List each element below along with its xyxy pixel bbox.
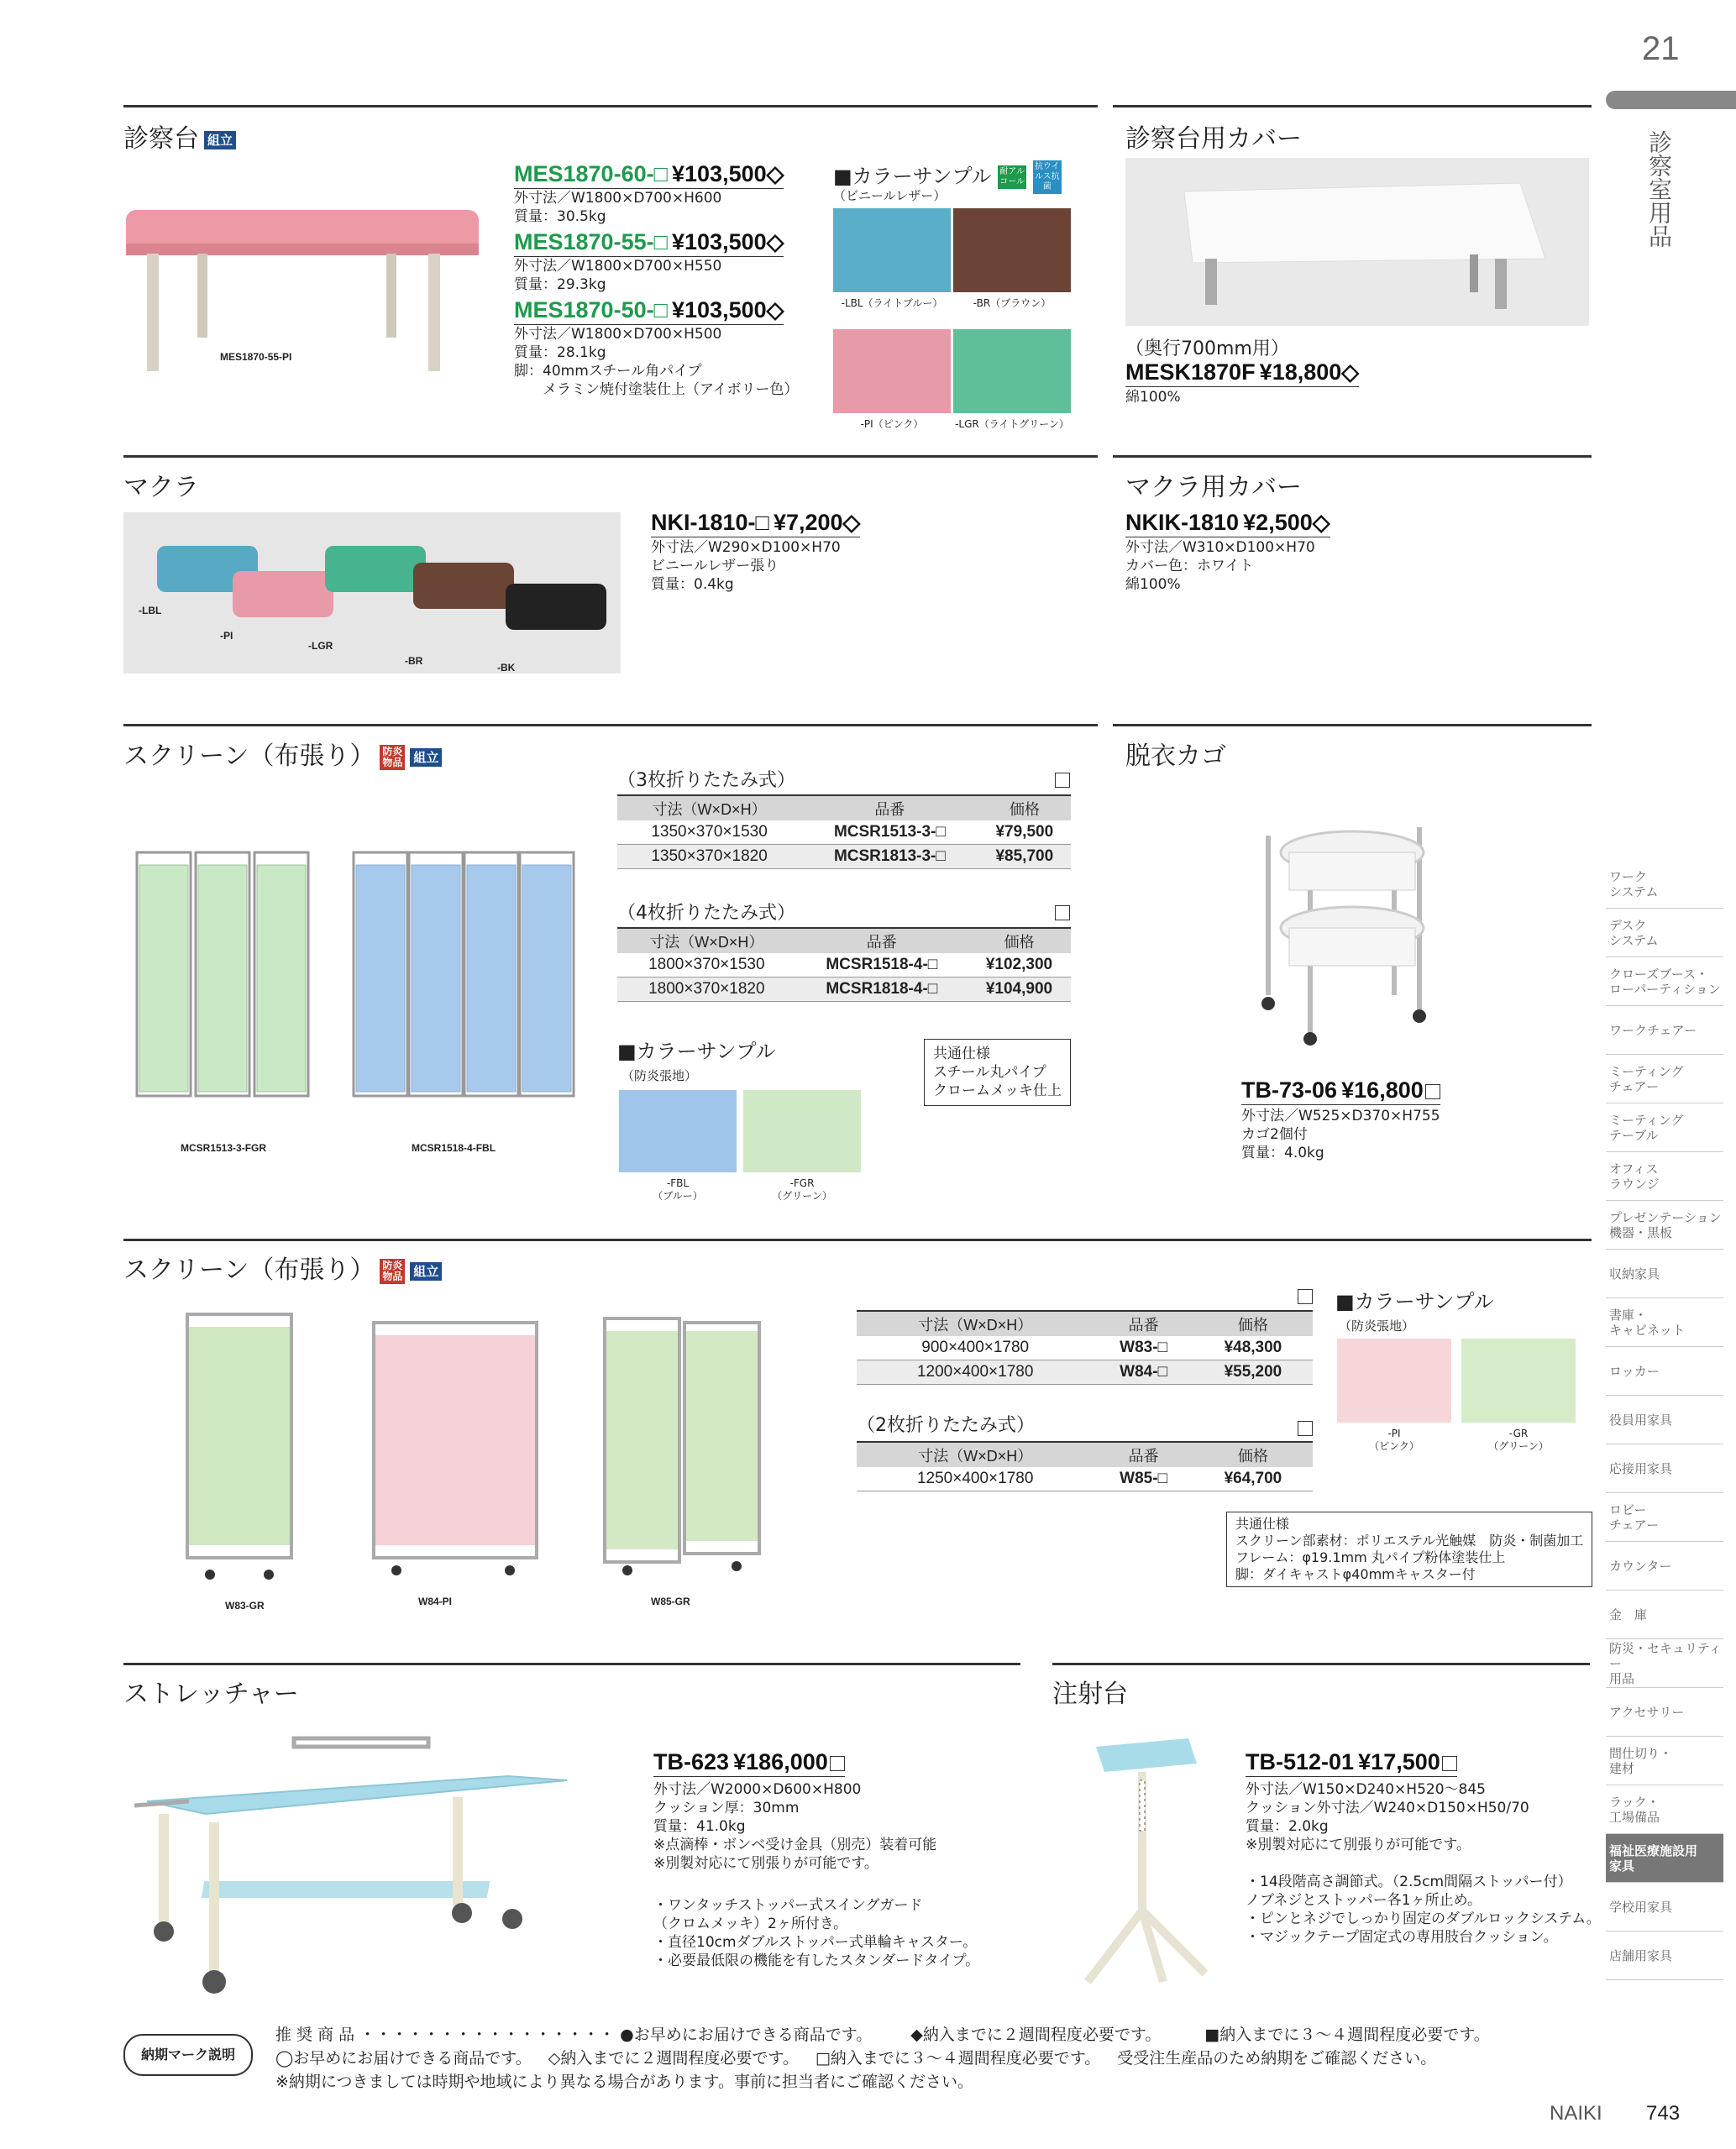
side-nav-item[interactable]: 応接用家具 [1606,1444,1723,1493]
section-rule [123,1239,1592,1241]
section-rule [1113,105,1592,107]
section-title-text: 診察台 [123,124,199,154]
side-nav-item[interactable]: クローズブース・ ローパーティション [1606,957,1723,1006]
fold2-mark [1298,1421,1313,1436]
table-header: 品番 [796,928,968,953]
assembly-badge: 組立 [410,748,442,767]
side-nav-item[interactable]: 収納家具 [1606,1250,1723,1298]
datsui-spec: 外寸法／W525×D370×H755 カゴ2個付 質量：4.0kg [1241,1108,1440,1161]
legend-line2: ◯お早めにお届けできる商品です。 ◇納入までに２週間程度必要です。 □納入までに３～４週間程度必要です。 受受注生産品のため納期をご確認ください。 [275,2049,1437,2068]
table-row [857,1336,1313,1360]
side-nav-item[interactable]: ロビー チェアー [1606,1493,1723,1542]
size-cell: 1350×370×1820 [617,845,801,869]
screen1-caption-b: MCSR1518-4-FBL [412,1142,496,1154]
size-cell: 1800×370×1530 [617,953,796,978]
screen1-color-heading: ■カラーサンプル [617,1040,776,1063]
table-row [617,953,1071,978]
datsui-code-price [1241,1077,1440,1105]
alcohol-badge: 耐アル コール [998,165,1026,189]
antiviral-badge: 抗ウイ ルス抗菌 [1033,160,1062,194]
product-entry [514,229,833,294]
side-nav-item[interactable]: 書庫・ キャビネット [1606,1298,1723,1347]
side-nav-item[interactable]: ミーティング テーブル [1606,1103,1723,1152]
makura-cover-code-price [1125,510,1330,537]
side-nav-item[interactable]: 金 庫 [1606,1591,1723,1639]
pillow-label: -LGR [308,640,333,652]
price-cell: ¥104,900 [968,978,1071,1002]
code-cell: W84-□ [1094,1360,1193,1385]
product-code: MES1870-55-□ [514,229,668,254]
swatch-label: -FBL （ブルー） [653,1177,703,1202]
table-header: 価格 [968,928,1071,953]
code-cell: W85-□ [1094,1467,1193,1491]
screen2-caption-b: W84-PI [418,1596,453,1607]
table-header: 品番 [1094,1442,1193,1467]
screen2-caption-a: W83-GR [225,1600,265,1612]
tri-fold-title: （3枚折りたたみ式） [617,770,795,791]
pillow [506,584,606,630]
quad-fold-table [617,927,1071,1002]
code-cell: MCSR1813-3-□ [801,845,978,869]
color-swatch [743,1090,861,1172]
assembly-badge: 組立 [410,1262,442,1281]
swatch-label: -PI（ピンク） [860,418,924,430]
makura-code: NKI-1810-□ [651,510,769,535]
section-title-chushadai: 注射台 [1052,1680,1128,1709]
exam-table-caption: MES1870-55-PI [220,351,292,363]
screen-w85-image [598,1314,766,1583]
quad-fold-mark [1055,905,1070,920]
swatch-label: -FGR （グリーン） [772,1177,832,1202]
product-code: MES1870-60-□ [514,161,668,186]
table-header: 価格 [1193,1311,1313,1336]
price-cell: ¥102,300 [968,953,1071,978]
section-rule [123,1663,1020,1665]
side-nav-item[interactable]: 役員用家具 [1606,1396,1723,1444]
table-header: 品番 [1094,1311,1193,1336]
chapter-tab [1606,91,1736,109]
table-row [617,845,1071,869]
section-title-datsui: 脱衣カゴ [1125,742,1226,771]
screen2-color-heading: ■カラーサンプル [1335,1290,1494,1313]
cover-code-price [1125,359,1359,387]
fireproof-badge: 防炎 物品 [380,1259,405,1284]
makura-code-price [651,510,860,537]
color-swatch [833,208,951,292]
swatch-label: -BR（ブラウン） [973,297,1052,309]
color-swatch [953,329,1071,413]
chushadai-spec: 外寸法／W150×D240×H520～845 クッション外寸法／W240×D150×H50/70 質量：2.0kg ※別製対応にて別張りが可能です。 [1246,1781,1529,1853]
chapter-number: 21 [1642,30,1680,67]
datsui-price: ¥16,800 [1341,1077,1424,1103]
table-header: 価格 [1193,1442,1313,1467]
chushadai-code: TB-512-01 [1246,1749,1355,1774]
side-nav [1606,860,1723,1980]
section-title-makura: マクラ [123,473,199,502]
side-nav-item[interactable]: 福祉医療施設用 家具 [1606,1834,1723,1883]
exam-table-specs [514,161,833,402]
pillow-label: -BK [497,662,516,674]
screen2-table [857,1310,1313,1385]
color-swatch [619,1090,737,1172]
tri-fold-table [617,794,1071,869]
fold2-table [857,1441,1313,1491]
pillow-label: -BR [405,655,423,667]
code-cell: W83-□ [1094,1336,1193,1360]
fold2-title: （2枚折りたたみ式） [857,1415,1035,1436]
makura-cover-price: ¥2,500◇ [1243,510,1330,535]
price-cell: ¥48,300 [1193,1336,1313,1360]
screen-3fold-image [134,848,311,1125]
chapter-title: 診察室用品 [1645,130,1673,248]
screen-4fold-image [351,848,578,1125]
section-title-screen1: スクリーン（布張り） 防炎 物品 組立 [123,735,442,772]
pillow-label: -LBL [139,605,162,616]
code-cell: MCSR1818-4-□ [796,978,968,1002]
makura-spec: 外寸法／W290×D100×H70 ビニールレザー張り 質量：0.4kg [651,539,841,593]
table-header: 品番 [801,795,978,820]
cover-note: （奥行700mm用） [1125,338,1289,359]
swatch-label: -LBL（ライトブルー） [841,297,943,309]
cover-image [1125,158,1589,326]
makura-cover-code: NKIK-1810 [1125,510,1240,535]
size-cell: 900×400×1780 [857,1336,1094,1360]
screen2-color-sub: （防炎張地） [1339,1318,1415,1334]
section-rule [1113,455,1592,458]
side-nav-item[interactable]: ワーク システム [1606,860,1723,909]
side-nav-item[interactable]: 学校用家具 [1606,1883,1723,1931]
screen-w83-image [181,1310,298,1587]
tri-fold-mark [1055,773,1070,788]
legend-line3: ※納期につきましては時期や地域により異なる場合があります。事前に担当者にご確認ください。 [275,2073,974,2091]
section-title-shinsatsudai [123,118,236,155]
table-row [617,820,1071,845]
side-nav-item[interactable]: ワークチェアー [1606,1006,1723,1055]
size-cell: 1800×370×1820 [617,978,796,1002]
side-nav-item[interactable]: デスク システム [1606,909,1723,957]
swatch-label: -LGR（ライトグリーン） [955,418,1069,430]
product-price: ¥103,500◇ [672,297,784,322]
pillow-label: -PI [220,630,233,642]
section-rule [123,105,1098,107]
side-nav-item[interactable]: プレゼンテーション 機器・黒板 [1606,1201,1723,1250]
screen1-common-spec: 共通仕様 スチール丸パイプ クロームメッキ仕上 [924,1039,1071,1106]
screen1-caption-a: MCSR1513-3-FGR [181,1142,267,1154]
price-cell: ¥55,200 [1193,1360,1313,1385]
legend-box: 納期マーク説明 [123,2034,253,2076]
color-swatch [1337,1339,1451,1423]
table-header: 価格 [978,795,1071,820]
color-swatch [1461,1339,1576,1423]
product-price: ¥103,500◇ [672,229,784,254]
section-title-stretcher: ストレッチャー [123,1680,299,1709]
chushadai-features: ・14段階高さ調節式。（2.5cm間隔ストッパー付） ノブネジとストッパー各1ヶ所止め。 ・ピンとネジでしっかり固定のダブルロックシステム。 ・マジックテープ固定式の専用肢台クッション。 [1246,1874,1601,1946]
table-header: 寸法（W×D×H） [617,795,801,820]
legend-line1: 推 奨 商 品 ・・・・・・・・・・・・・・・・ ●お早めにお届けできる商品です。 ◆納入までに２週間程度必要です。 ■納入までに３～４週間程度必要です。 [275,2026,1490,2044]
screen-w84-image [367,1318,543,1587]
side-nav-item[interactable]: ラック・ 工場備品 [1606,1785,1723,1834]
exam-table-image [118,202,487,386]
side-nav-item[interactable]: 防災・セキュリティー 用品 [1606,1639,1723,1688]
section-rule [123,455,1098,458]
table-header: 寸法（W×D×H） [857,1442,1094,1467]
side-nav-item[interactable]: 間仕切り・ 建材 [1606,1737,1723,1785]
stretcher-code-price [653,1749,845,1777]
side-nav-item[interactable]: ロッカー [1606,1347,1723,1396]
makura-price: ¥7,200◇ [773,510,861,535]
table-header: 寸法（W×D×H） [617,928,796,953]
table-row [617,978,1071,1002]
pillow [325,546,426,592]
injection-stand-image [1079,1730,1214,1990]
side-nav-item[interactable]: カウンター [1606,1542,1723,1591]
cover-spec: 綿100% [1125,389,1181,406]
color-sample-heading: ■カラーサンプル 耐アル コール 抗ウイ ルス抗菌 [833,160,1062,194]
side-nav-item[interactable]: アクセサリー [1606,1688,1723,1737]
section-title-makura-cover: マクラ用カバー [1125,473,1302,502]
basket-cart-image [1251,810,1436,1046]
makura-cover-spec: 外寸法／W310×D100×H70 カバー色：ホワイト 綿100% [1125,539,1315,593]
chushadai-price: ¥17,500 [1358,1749,1440,1774]
product-spec: 外寸法／W1800×D700×H600 質量：30.5kg [514,190,722,225]
section-title-screen2: スクリーン（布張り） 防炎 物品 組立 [123,1249,442,1286]
size-cell: 1200×400×1780 [857,1360,1094,1385]
color-swatch [833,329,951,413]
fireproof-badge: 防炎 物品 [380,745,405,770]
side-nav-item[interactable]: オフィス ラウンジ [1606,1152,1723,1201]
table-row [857,1360,1313,1385]
section-title-cover: 診察台用カバー [1125,124,1302,154]
stretcher-code: TB-623 [653,1749,730,1774]
price-cell: ¥64,700 [1193,1467,1313,1491]
screen1-color-sub: （防炎張地） [621,1068,698,1083]
section-rule [123,724,1098,726]
pillow-image [123,512,621,674]
section-rule [1113,724,1592,726]
section-rule [1052,1663,1590,1665]
table-header: 寸法（W×D×H） [857,1311,1094,1336]
stretcher-price: ¥186,000 [733,1749,828,1774]
swatch-label: -GR （グリーン） [1488,1428,1549,1452]
stretcher-features: ・ワンタッチストッパー式スイングガード （クロムメッキ）2ヶ所付き。 ・直径10cmダブルストッパー式単輪キャスター。 ・必要最低限の機能を有したスタンダードタイプ。 [653,1897,980,1969]
assembly-badge: 組立 [204,131,236,149]
code-cell: MCSR1518-4-□ [796,953,968,978]
side-nav-item[interactable]: ミーティング チェアー [1606,1055,1723,1103]
screen2-caption-c: W85-GR [651,1596,690,1607]
quad-fold-title: （4枚折りたたみ式） [617,903,795,924]
screen2-table-mark [1298,1289,1313,1304]
stretcher-spec: 外寸法／W2000×D600×H800 クッション厚：30mm 質量：41.0kg ※点滴棒・ボンベ受け金具（別売）装着可能 ※別製対応にて別張りが可能です。 [653,1781,937,1872]
pillow [413,563,514,609]
footer-page-number: 743 [1646,2102,1681,2125]
product-code: MES1870-50-□ [514,297,668,322]
price-cell: ¥85,700 [978,845,1071,869]
cover-price: ¥18,800◇ [1259,359,1360,385]
size-cell: 1350×370×1530 [617,820,801,845]
price-cell: ¥79,500 [978,820,1071,845]
screen2-common-spec: 共通仕様 スクリーン部素材：ポリエステル光触媒 防炎・制菌加工 フレーム：φ19.1mm 丸パイプ粉体塗装仕上 脚：ダイキャストφ40mmキャスター付 [1226,1512,1592,1587]
swatch-label: -PI （ピンク） [1369,1428,1419,1452]
product-spec: 外寸法／W1800×D700×H550 質量：29.3kg [514,258,722,293]
footer-brand: NAIKI [1550,2102,1602,2125]
table-row [857,1467,1313,1491]
color-sample-sub: （ビニールレザー） [833,188,947,203]
product-entry [514,297,833,399]
side-nav-item[interactable]: 店舗用家具 [1606,1931,1723,1980]
chushadai-code-price [1246,1749,1457,1777]
product-entry [514,161,833,226]
datsui-code: TB-73-06 [1241,1077,1338,1103]
product-price: ¥103,500◇ [672,161,784,186]
cover-code: MESK1870F [1125,359,1256,385]
stretcher-image [130,1730,592,1999]
pillow [233,571,333,617]
color-swatch [953,208,1071,292]
product-spec: 外寸法／W1800×D700×H500 質量：28.1kg 脚：40mmスチール角パイプ メラミン焼付塗装仕上（アイボリー色） [514,326,799,398]
size-cell: 1250×400×1780 [857,1467,1094,1491]
code-cell: MCSR1513-3-□ [801,820,978,845]
